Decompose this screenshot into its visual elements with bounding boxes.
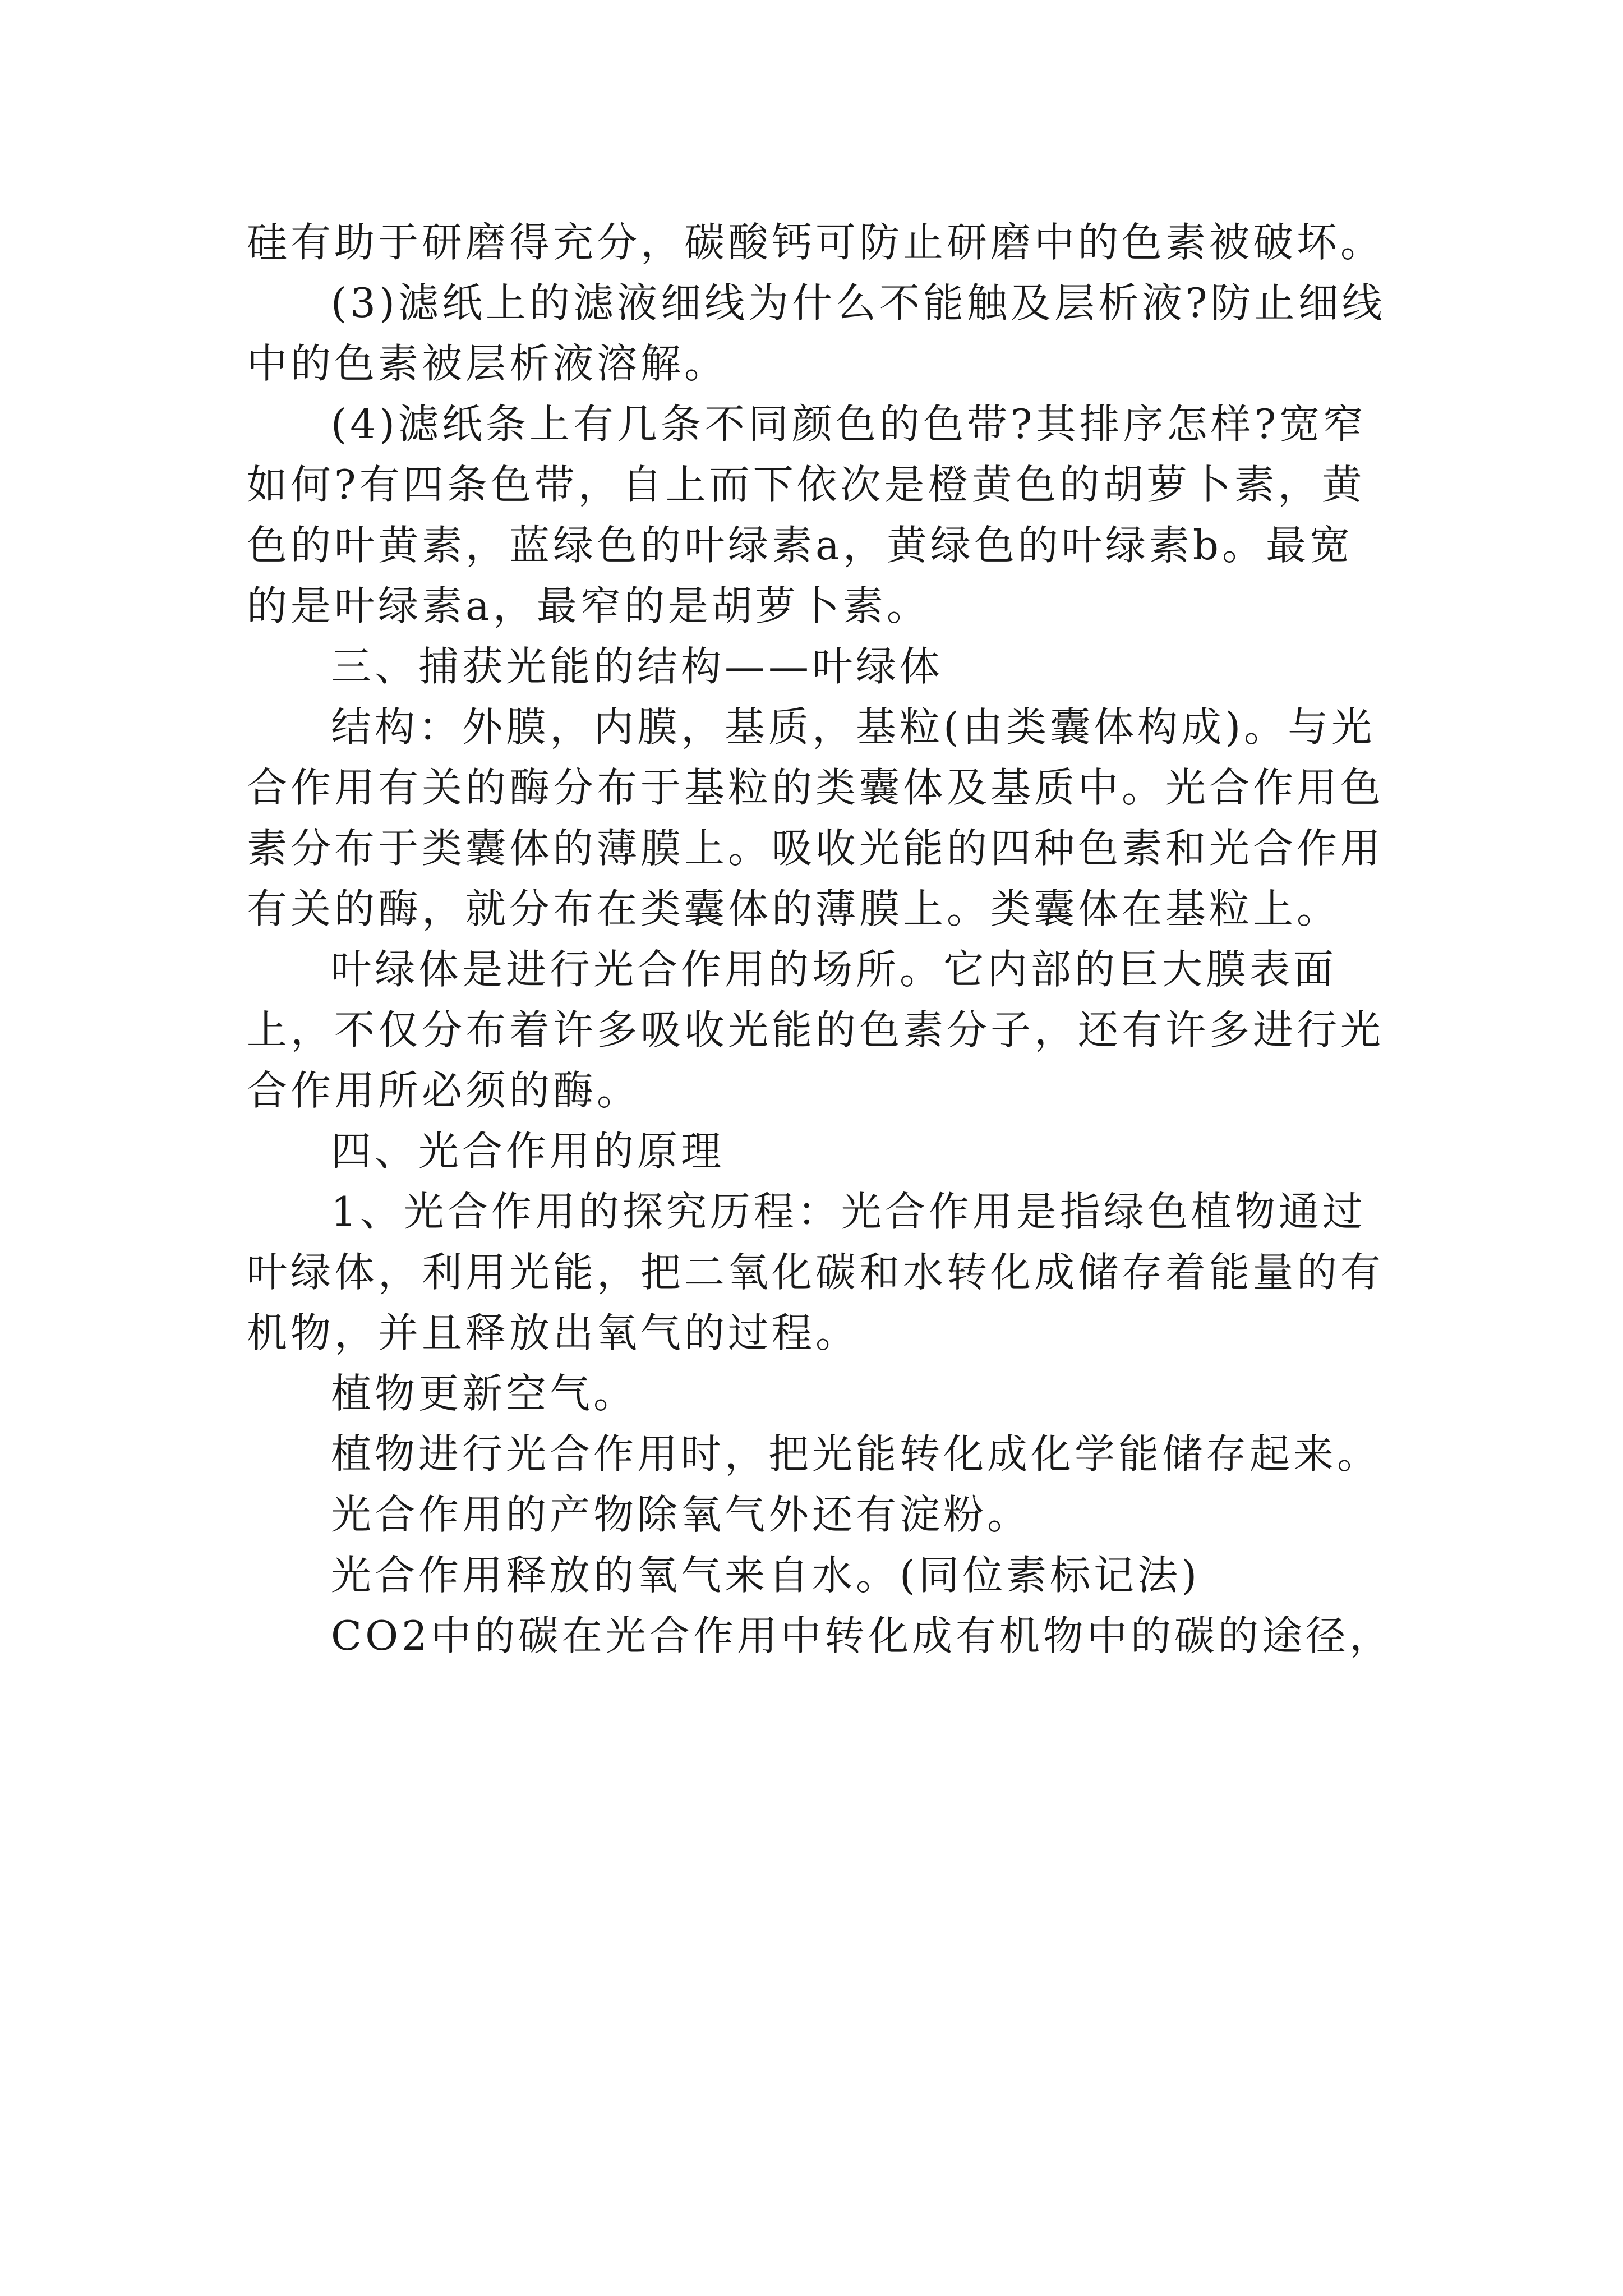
document-body xyxy=(247,212,1396,1666)
paragraph: 光合作用释放的氧气来自水。(同位素标记法) xyxy=(331,1552,1201,1599)
section-heading: 四、光合作用的原理 xyxy=(331,1128,725,1175)
paragraph: (3)滤纸上的滤液细线为什么不能触及层析液?防止细线中的色素被层析液溶解。 xyxy=(247,279,1386,387)
paragraph: 1、光合作用的探究历程：光合作用是指绿色植物通过叶绿体，利用光能，把二氧化碳和水转化成储存着能量的有机物，并且释放出氧气的过程。 xyxy=(247,1188,1385,1356)
paragraph: CO2中的碳在光合作用中转化成有机物中的碳的途径， xyxy=(331,1612,1393,1659)
paragraph: 光合作用的产物除氧气外还有淀粉。 xyxy=(331,1491,1031,1538)
paragraph: (4)滤纸条上有几条不同颜色的色带?其排序怎样?宽窄如何?有四条色带，自上而下依次是橙黄色的胡萝卜素，黄色的叶黄素，蓝绿色的叶绿素a，黄绿色的叶绿素b。最宽的是叶绿素a，最窄的是胡萝卜素。 xyxy=(247,401,1367,629)
paragraph: 叶绿体是进行光合作用的场所。它内部的巨大膜表面上，不仅分布着许多吸收光能的色素分子，还有许多进行光合作用所必须的酶。 xyxy=(247,946,1385,1114)
section-heading: 三、捕获光能的结构——叶绿体 xyxy=(331,643,944,690)
paragraph: 植物进行光合作用时，把光能转化成化学能储存起来。 xyxy=(331,1430,1381,1478)
paragraph: 结构：外膜，内膜，基质，基粒(由类囊体构成)。与光合作用有关的酶分布于基粒的类囊体及基质中。光合作用色素分布于类囊体的薄膜上。吸收光能的四种色素和光合作用有关的酶，就分布在类囊体的薄膜上。类囊体在基粒上。 xyxy=(247,703,1385,932)
paragraph: 植物更新空气。 xyxy=(331,1370,638,1417)
paragraph: 硅有助于研磨得充分，碳酸钙可防止研磨中的色素被破坏。 xyxy=(247,219,1385,266)
